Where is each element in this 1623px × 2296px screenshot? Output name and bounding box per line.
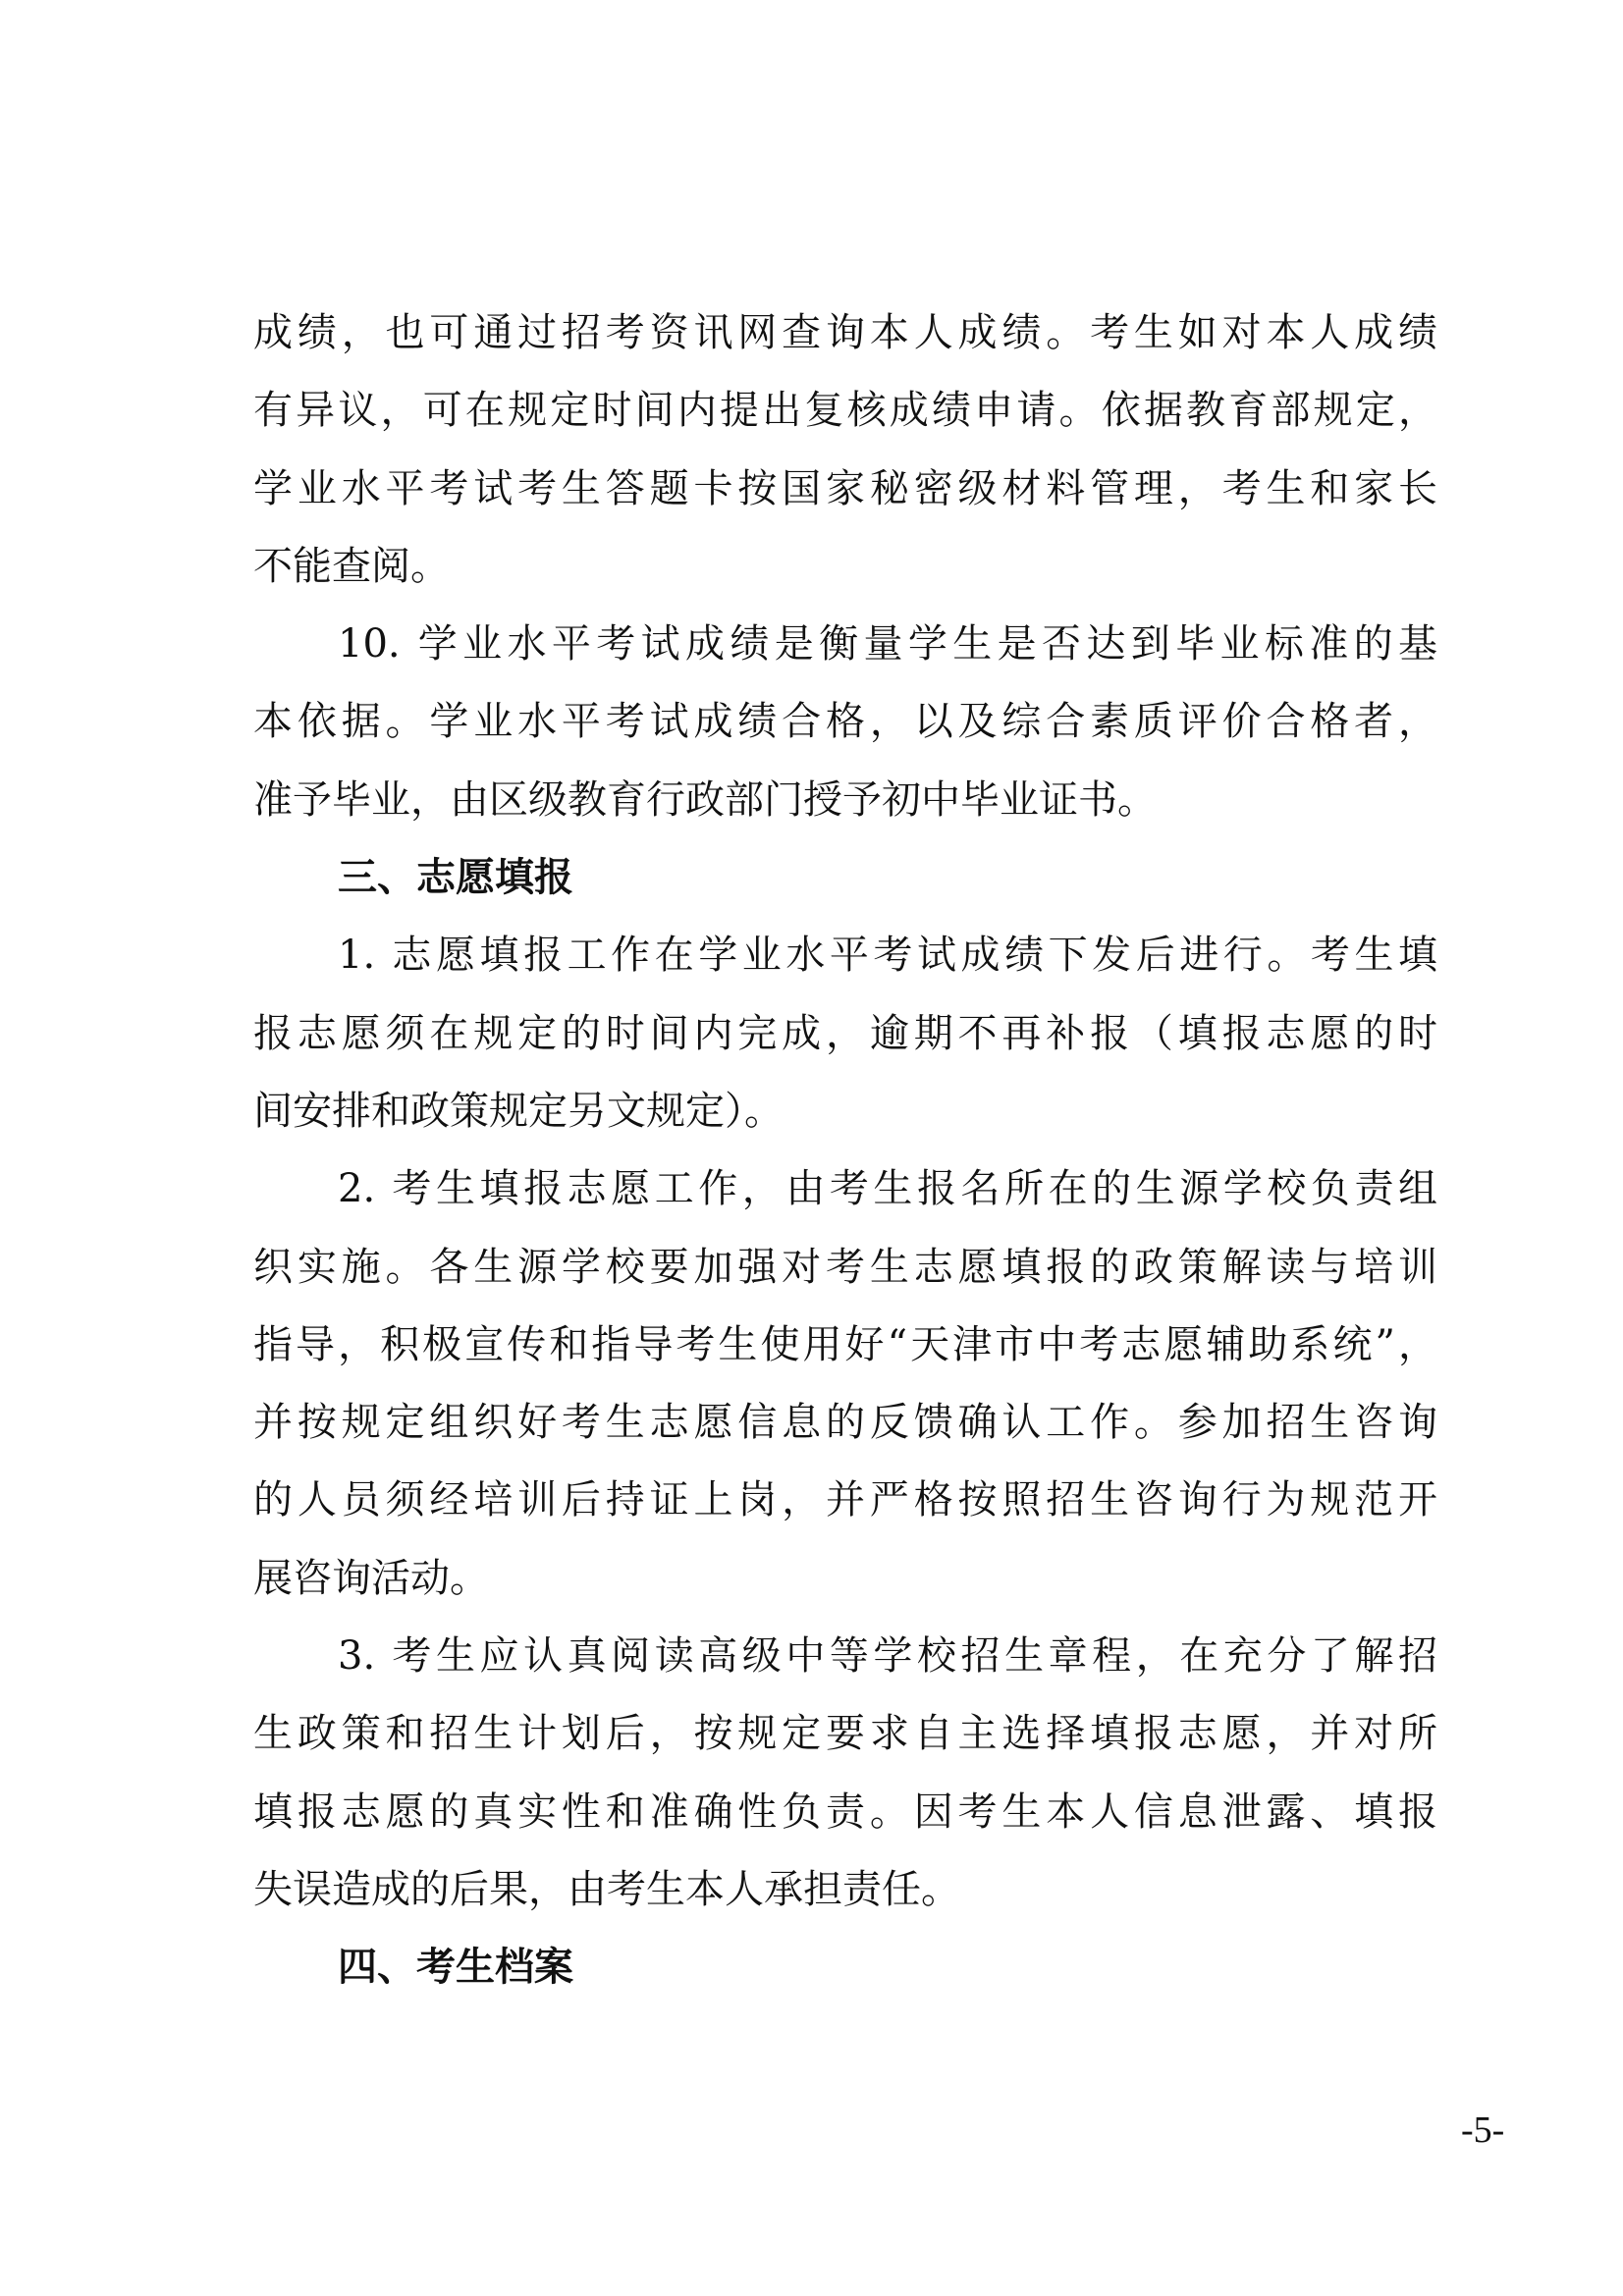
page-number: -5- — [1461, 2109, 1505, 2151]
list-item-2-line: 2. 考生填报志愿工作，由考生报名所在的生源学校负责组 — [338, 1166, 1437, 1212]
text-line: 织实施。各生源学校要加强对考生志愿填报的政策解读与培训 — [253, 1244, 1437, 1290]
section-heading-student-records: 四、考生档案 — [338, 1945, 573, 1991]
text-line: 展咨询活动。 — [253, 1555, 489, 1601]
text-line: 填报志愿的真实性和准确性负责。因考生本人信息泄露、填报 — [253, 1789, 1437, 1835]
text-line: 报志愿须在规定的时间内完成，逾期不再补报（填报志愿的时 — [253, 1010, 1437, 1056]
text-line: 的人员须经培训后持证上岗，并严格按照招生咨询行为规范开 — [253, 1477, 1437, 1523]
text-line: 并按规定组织好考生志愿信息的反馈确认工作。参加招生咨询 — [253, 1400, 1437, 1446]
text-line: 指导，积极宣传和指导考生使用好“天津市中考志愿辅助系统”， — [253, 1321, 1437, 1367]
text-line: 成绩，也可通过招考资讯网查询本人成绩。考生如对本人成绩 — [253, 310, 1437, 355]
document-body — [253, 294, 1437, 2007]
text-line: 不能查阅。 — [253, 543, 450, 589]
text-line: 准予毕业，由区级教育行政部门授予初中毕业证书。 — [253, 776, 1157, 823]
text-line: 间安排和政策规定另文规定）。 — [253, 1088, 784, 1134]
text-line: 失误造成的后果，由考生本人承担责任。 — [253, 1866, 960, 1912]
text-line: 本依据。学业水平考试成绩合格，以及综合素质评价合格者， — [253, 699, 1437, 745]
text-line: 生政策和招生计划后，按规定要求自主选择填报志愿，并对所 — [253, 1711, 1437, 1757]
list-item-1-line: 1. 志愿填报工作在学业水平考试成绩下发后进行。考生填 — [338, 933, 1437, 979]
text-line: 学业水平考试考生答题卡按国家秘密级材料管理，考生和家长 — [253, 465, 1437, 511]
list-item-3-line: 3. 考生应认真阅读高级中等学校招生章程，在充分了解招 — [338, 1633, 1437, 1680]
text-line: 有异议，可在规定时间内提出复核成绩申请。依据教育部规定， — [253, 388, 1437, 434]
list-item-10-line: 10. 学业水平考试成绩是衡量学生是否达到毕业标准的基 — [338, 621, 1437, 667]
section-heading-volunteer-application: 三、志愿填报 — [338, 855, 573, 901]
